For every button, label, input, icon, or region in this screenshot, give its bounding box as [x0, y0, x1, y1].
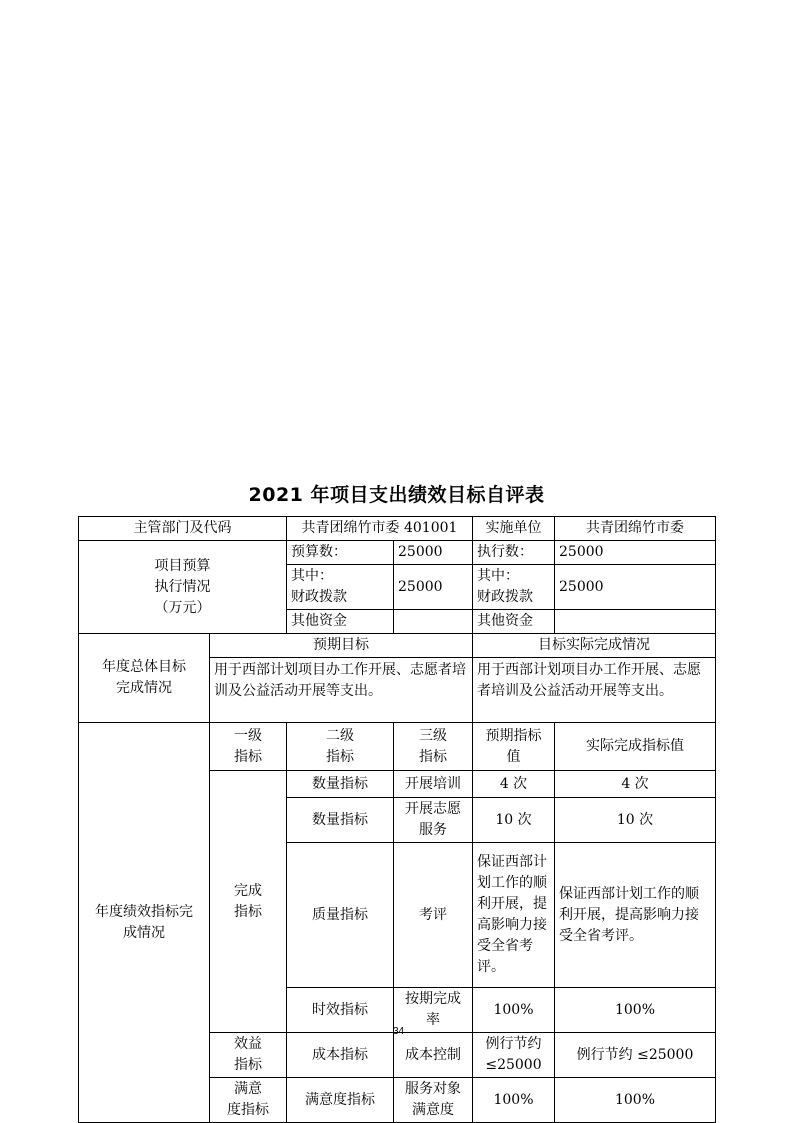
indicator-header-row — [79, 723, 716, 771]
expected-value-header-line2: 值 — [506, 748, 521, 765]
level3-line2: 满意度 — [412, 1102, 454, 1118]
level2-cell: 时效指标 — [287, 988, 394, 1033]
budget-amount-label: 预算数： — [287, 541, 394, 565]
expected-value-header-line1: 预期指标 — [485, 727, 542, 744]
dept-label: 主管部门及代码 — [79, 517, 287, 541]
fiscal-value: 25000 — [394, 565, 473, 610]
other-funds-value — [394, 610, 473, 634]
budget-label-line1: 项目预算 — [154, 557, 211, 574]
overall-label-line1: 年度总体目标 — [102, 659, 186, 675]
fiscal-label-line2: 财政拨款 — [291, 589, 347, 605]
level3-line2: 率 — [426, 1012, 440, 1028]
level2-cell: 数量指标 — [287, 771, 394, 798]
indicators-label-line2: 成情况 — [123, 924, 165, 941]
fiscal-label — [287, 565, 394, 610]
department-row — [79, 517, 716, 541]
dept-value: 共青团绵竹市委 401001 — [287, 517, 473, 541]
level1-header-line1: 一级 — [234, 727, 262, 744]
budget-label-line2: 执行情况 — [154, 578, 211, 595]
other-funds-exec-value — [555, 610, 716, 634]
unit-value: 共青团绵竹市委 — [555, 517, 716, 541]
exec-amount-value: 25000 — [555, 541, 716, 565]
fiscal-exec-label — [473, 565, 555, 610]
actual-value-cell: 100% — [555, 1078, 716, 1123]
overall-label-line2: 完成情况 — [116, 680, 172, 696]
level2-cell: 质量指标 — [287, 843, 394, 988]
expected-target-header: 预期目标 — [210, 634, 473, 658]
level3-line1: 服务对象 — [405, 1081, 461, 1097]
benefit-group-line2: 指标 — [234, 1057, 262, 1073]
page-title: 2021 年项目支出绩效目标自评表 — [248, 484, 545, 506]
benefit-group-line1: 效益 — [234, 1036, 262, 1052]
level3-cell — [394, 988, 473, 1033]
expected-value-line2: ≤25000 — [485, 1057, 542, 1073]
expected-value-cell: 100% — [473, 988, 555, 1033]
expected-value-cell: 10 次 — [473, 798, 555, 843]
benefit-group-label — [210, 1033, 287, 1078]
level2-cell: 数量指标 — [287, 798, 394, 843]
budget-amount-value: 25000 — [394, 541, 473, 565]
actual-value-header: 实际完成指标值 — [555, 723, 716, 771]
fiscal-exec-value: 25000 — [555, 565, 716, 610]
completion-group-label — [210, 771, 287, 1033]
expected-value-cell: 4 次 — [473, 771, 555, 798]
level2-cell: 成本指标 — [287, 1033, 394, 1078]
level3-cell: 考评 — [394, 843, 473, 988]
completion-group-line2: 指标 — [234, 903, 262, 920]
budget-label-line3: （万元） — [154, 599, 211, 616]
indicators-section-label — [79, 723, 210, 1123]
page-number: 34 — [393, 1026, 405, 1037]
expected-value-header — [473, 723, 555, 771]
level3-header — [394, 723, 473, 771]
level2-header — [287, 723, 394, 771]
level3-header-line2: 指标 — [419, 748, 447, 765]
actual-target-header: 目标实际完成情况 — [473, 634, 716, 658]
expected-value-cell: 保证西部计划工作的顺利开展，提高影响力接受全省考评。 — [473, 843, 555, 988]
actual-value-cell: 保证西部计划工作的顺利开展，提高影响力接受全省考评。 — [555, 843, 716, 988]
level3-cell — [394, 798, 473, 843]
actual-value-cell: 4 次 — [555, 771, 716, 798]
level3-line2: 服务 — [419, 822, 447, 838]
fiscal-exec-label-line1: 其中： — [477, 568, 519, 584]
fiscal-label-line1: 其中： — [291, 568, 333, 584]
level3-line1: 开展志愿 — [405, 801, 461, 817]
level2-header-line2: 指标 — [326, 748, 354, 765]
expected-value-cell: 100% — [473, 1078, 555, 1123]
unit-label: 实施单位 — [473, 517, 555, 541]
overall-header-row — [79, 634, 716, 658]
satisfaction-group-line2: 度指标 — [227, 1102, 269, 1118]
budget-label-cell — [79, 541, 287, 634]
expected-value-cell — [473, 1033, 555, 1078]
expected-target-text: 用于西部计划项目办工作开展、志愿者培训及公益活动开展等支出。 — [210, 658, 473, 723]
actual-value-cell: 例行节约 ≤25000 — [555, 1033, 716, 1078]
level3-cell: 成本控制 — [394, 1033, 473, 1078]
exec-amount-label: 执行数： — [473, 541, 555, 565]
expected-value-line1: 例行节约 — [485, 1036, 542, 1052]
level1-header-line2: 指标 — [234, 748, 262, 765]
actual-target-text: 用于西部计划项目办工作开展、志愿者培训及公益活动开展等支出。 — [473, 658, 716, 723]
actual-value-cell: 100% — [555, 988, 716, 1033]
other-funds-label: 其他资金 — [287, 610, 394, 634]
satisfaction-group-label — [210, 1078, 287, 1123]
satisfaction-group-line1: 满意 — [234, 1081, 262, 1097]
level2-header-line1: 二级 — [326, 727, 354, 744]
level3-cell: 开展培训 — [394, 771, 473, 798]
level3-header-line1: 三级 — [419, 727, 447, 744]
level3-line1: 按期完成 — [405, 991, 461, 1007]
level3-cell — [394, 1078, 473, 1123]
other-funds-exec-label: 其他资金 — [473, 610, 555, 634]
actual-value-cell: 10 次 — [555, 798, 716, 843]
indicators-label-line1: 年度绩效指标完 — [95, 903, 193, 920]
completion-group-line1: 完成 — [234, 882, 262, 899]
overall-label-cell — [79, 634, 210, 723]
fiscal-exec-label-line2: 财政拨款 — [477, 589, 533, 605]
budget-row — [79, 541, 716, 565]
level2-cell: 满意度指标 — [287, 1078, 394, 1123]
level1-header — [210, 723, 287, 771]
